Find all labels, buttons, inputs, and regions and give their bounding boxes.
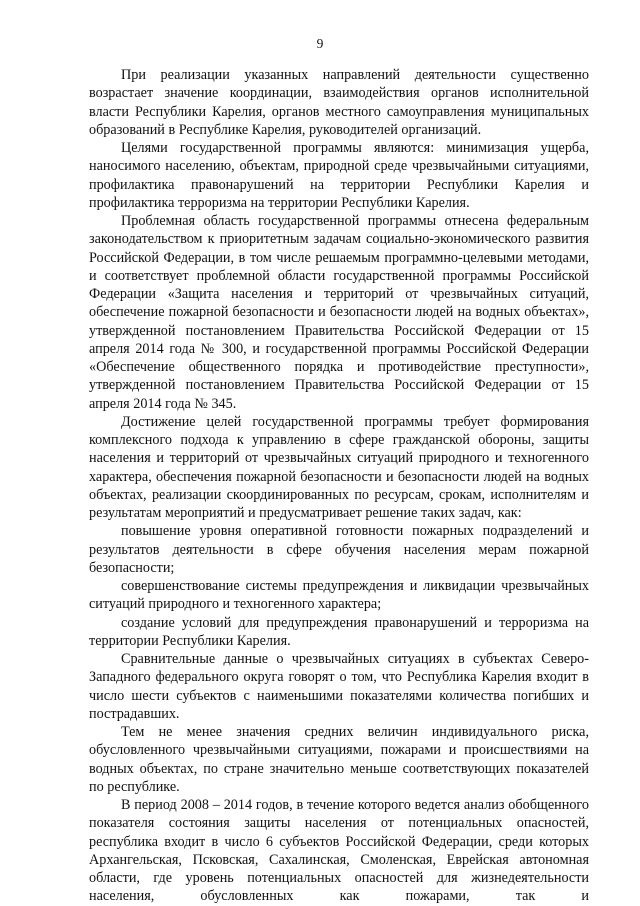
document-body (89, 66, 589, 906)
paragraph-program-goals: Целями государственной программы являются: минимизация ущерба, наносимого населению, объектам, природной среде чрезвычайными ситуациями, профилактика правонарушений на территории Республики Карелия и профилактика терроризма на территории Республики Карелия. (89, 140, 589, 211)
paragraph-task-fire-readiness: повышение уровня оперативной готовности пожарных подразделений и результатов деятельности в сфере обучения населения мерам пожарной безопасности; (89, 523, 589, 576)
paragraph-task-crime-prevention: создание условий для предупреждения правонарушений и терроризма на территории Республики Карелия. (89, 614, 589, 649)
page-number: 9 (316, 36, 324, 51)
paragraph-coordination: При реализации указанных направлений деятельности существенно возрастает значение координации, взаимодействия органов исполнительной власти Республики Карелия, органов местного самоуправления муниципальных образований в Республике Карелия, руководителей организаций. (89, 67, 589, 138)
paragraph-comparative-data: Сравнительные данные о чрезвычайных ситуациях в субъектах Северо-Западного федерального округа говорят о том, что Республика Карелия входит в число шести субъектов с наименьшими показателями количества погибших и пострадавших. (89, 651, 589, 722)
paragraph-task-emergency-system: совершенствование системы предупреждения и ликвидации чрезвычайных ситуаций природного и техногенного характера; (89, 578, 589, 613)
paragraph-achieving-goals: Достижение целей государственной программы требует формирования комплексного подхода к управлению в сфере гражданской обороны, защиты населения и территорий от чрезвычайных ситуаций природного и техногенного характера, обеспечения пожарной безопасности и безопасности людей на водных объектах, реализации скоординированных по ресурсам, срокам, исполнителям и результатам мероприятий и предусматривает решение таких задач, как: (89, 413, 589, 521)
paragraph-individual-risk: Тем не менее значения средних величин индивидуального риска, обусловленного чрезвычайными ситуациями, пожарами и происшествиями на водных объектах, по стране значительно меньше соответствующих показателей по республике. (89, 724, 589, 795)
paragraph-period-analysis: В период 2008 – 2014 годов, в течение которого ведется анализ обобщенного показателя состояния защиты населения от потенциальных опасностей, республика входит в число 6 субъектов Российской Федерации, среди которых Архангельская, Псковская, Сахалинская, Смоленская, Еврейская автономная области, где уровень потенциальных опасностей для жизнедеятельности населения, обусловленных как пожарами, так и (89, 797, 589, 905)
paragraph-problem-area: Проблемная область государственной программы отнесена федеральным законодательством к приоритетным задачам социально-экономического развития Российской Федерации, в том числе решаемым программно-целевыми методами, и соответствует проблемной области государственной программы Российской Федерации «Защита населения и территорий от чрезвычайных ситуаций, обеспечение пожарной безопасности и безопасности людей на водных объектах», утвержденной постановлением Правительства Российской Федерации от 15 апреля 2014 года № 300, и государственной программы Российской Федерации «Обеспечение общественного порядка и противодействие преступности», утвержденной постановлением Правительства Российской Федерации от 15 апреля 2014 года № 345. (89, 213, 589, 412)
